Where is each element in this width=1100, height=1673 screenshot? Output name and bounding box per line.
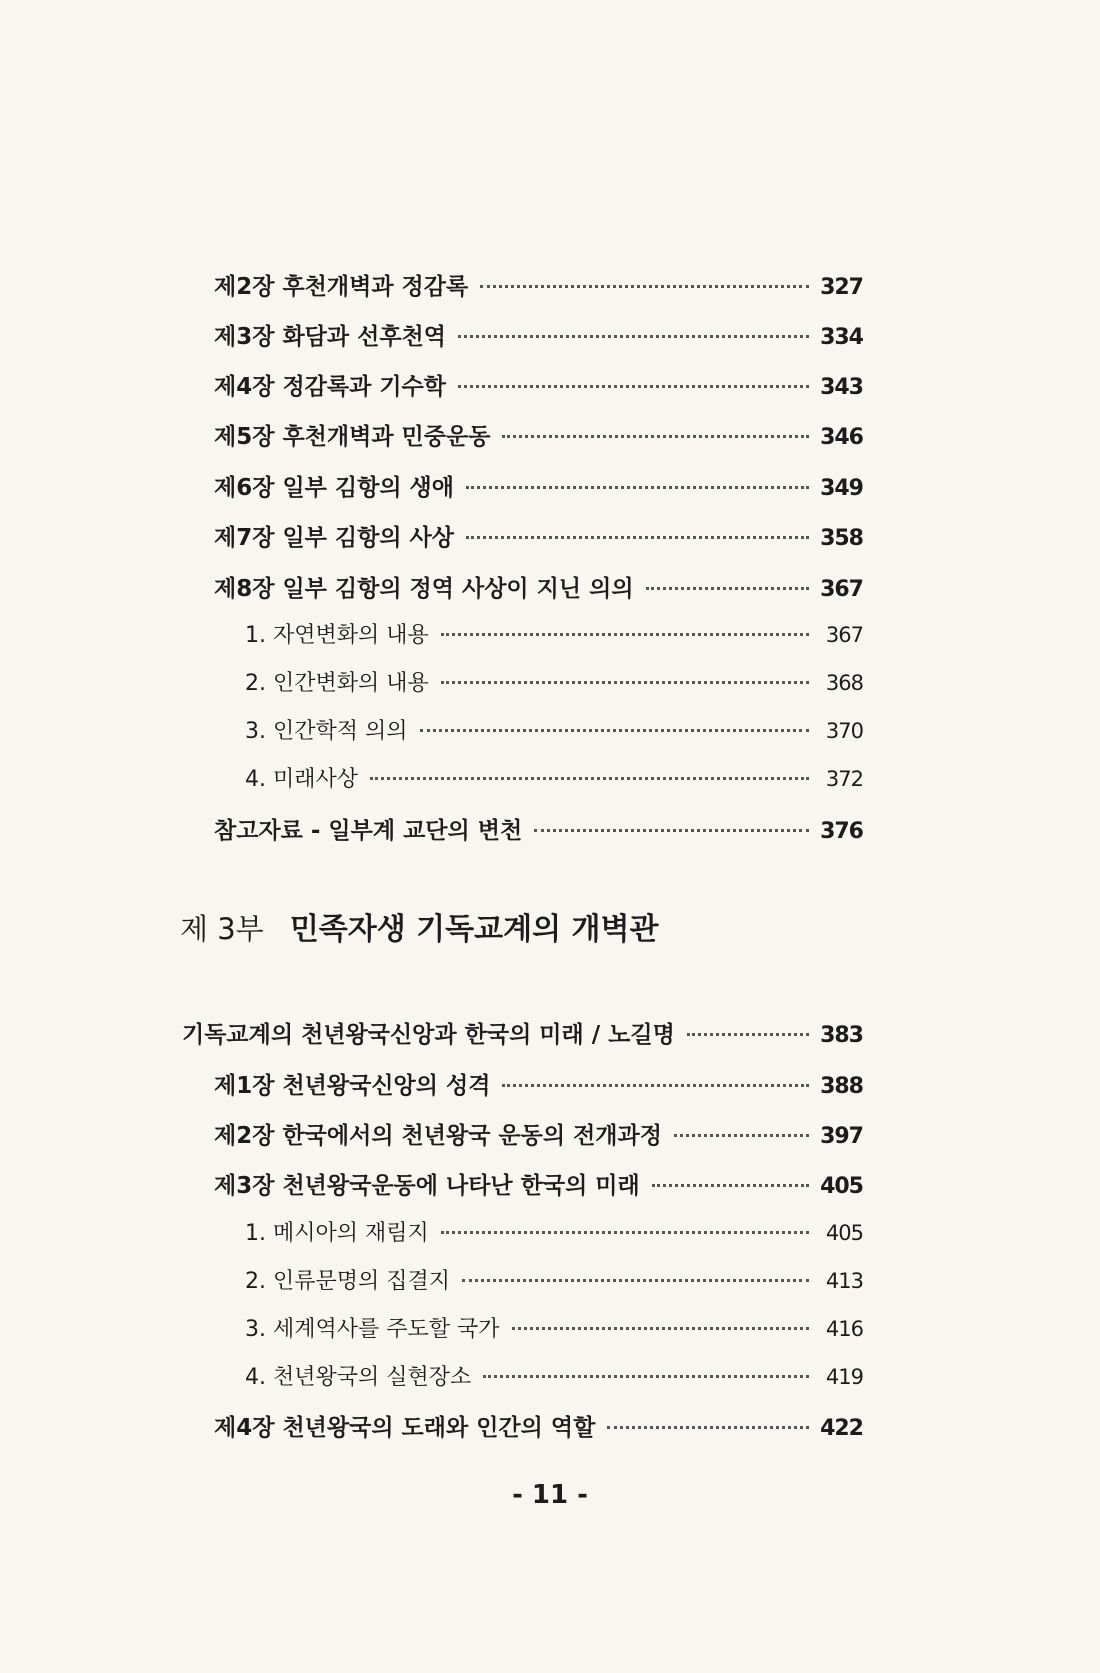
toc-leader	[607, 1426, 809, 1429]
toc-leader	[652, 1184, 809, 1187]
part-heading	[180, 904, 658, 948]
toc-entry-label: 제6장 일부 김항의 생애	[214, 475, 454, 501]
toc-entry-label: 4. 천년왕국의 실현장소	[245, 1365, 472, 1390]
toc-entry-page: 405	[820, 1174, 863, 1199]
toc-entry-page: 372	[825, 767, 863, 791]
toc-entry-page: 368	[825, 671, 863, 695]
toc-leader	[466, 486, 809, 489]
toc-leader	[502, 1084, 809, 1087]
toc-leader	[674, 1134, 809, 1137]
toc-entry-page: 416	[825, 1317, 863, 1341]
toc-subentry	[245, 1360, 863, 1391]
toc-leader	[458, 335, 809, 338]
toc-entry-page: 334	[820, 325, 863, 350]
toc-entry-page: 327	[820, 275, 863, 300]
toc-entry-label: 참고자료 - 일부계 교단의 변천	[214, 818, 523, 844]
toc-entry-page: 405	[825, 1221, 863, 1245]
toc-leader	[441, 681, 809, 684]
toc-entry-page: 343	[820, 375, 863, 400]
toc-subentry	[245, 1216, 863, 1247]
toc-entry-page: 383	[820, 1023, 863, 1048]
toc-leader	[502, 435, 809, 438]
toc-entry-label: 3. 인간학적 의의	[245, 719, 408, 744]
toc-entry-label: 2. 인류문명의 집결지	[245, 1269, 450, 1294]
toc-entry-page: 346	[820, 425, 863, 450]
toc-entry	[214, 1409, 863, 1442]
toc-leader	[441, 633, 809, 636]
toc-entry	[214, 1067, 863, 1100]
toc-entry	[214, 268, 863, 301]
toc-entry-label: 제5장 후천개벽과 민중운동	[214, 424, 491, 450]
toc-entry	[214, 368, 863, 401]
toc-subentry	[245, 618, 863, 649]
toc-leader	[420, 729, 810, 732]
toc-leader	[466, 536, 809, 539]
toc-leader	[534, 829, 809, 832]
toc-entry	[214, 812, 863, 845]
toc-subentry	[245, 666, 863, 697]
toc-entry-label: 제2장 한국에서의 천년왕국 운동의 전개과정	[214, 1123, 662, 1149]
part-number: 제 3부	[180, 912, 264, 946]
toc-subentry	[245, 714, 863, 745]
toc-entry-label: 제1장 천년왕국신앙의 성격	[214, 1073, 491, 1099]
toc-entry-page: 397	[820, 1124, 863, 1149]
toc-leader	[483, 1375, 809, 1378]
toc-entry-label: 2. 인간변화의 내용	[245, 671, 429, 696]
toc-entry-label: 제4장 천년왕국의 도래와 인간의 역할	[214, 1415, 596, 1441]
toc-leader	[441, 1231, 809, 1234]
toc-entry-page: 388	[820, 1074, 863, 1099]
toc-entry	[214, 1117, 863, 1150]
toc-entry-label: 제4장 정감록과 기수학	[214, 374, 446, 400]
toc-entry-page: 367	[825, 623, 863, 647]
toc-leader	[646, 587, 809, 590]
toc-entry	[214, 570, 863, 603]
toc-entry-label: 제7장 일부 김항의 사상	[214, 525, 454, 551]
toc-entry-page: 422	[820, 1416, 863, 1441]
toc-entry-label: 제2장 후천개벽과 정감록	[214, 274, 469, 300]
toc-entry-label: 4. 미래사상	[245, 767, 358, 792]
toc-article	[182, 1016, 863, 1049]
toc-entry-label: 제8장 일부 김항의 정역 사상이 지닌 의의	[214, 576, 634, 602]
toc-entry-page: 349	[820, 476, 863, 501]
toc-entry	[214, 418, 863, 451]
part-title: 민족자생 기독교계의 개벽관	[289, 912, 659, 947]
toc-leader	[462, 1279, 809, 1282]
toc-entry-label: 1. 메시아의 재림지	[245, 1221, 429, 1246]
toc-entry-page: 370	[825, 719, 863, 743]
toc-entry	[214, 1167, 863, 1200]
toc-leader	[687, 1033, 809, 1036]
toc-leader	[458, 385, 809, 388]
toc-subentry	[245, 1264, 863, 1295]
toc-leader	[370, 777, 809, 780]
toc-entry-page: 358	[820, 526, 863, 551]
toc-entry	[214, 519, 863, 552]
toc-leader	[512, 1327, 810, 1330]
toc-leader	[480, 285, 809, 288]
toc-subentry	[245, 762, 863, 793]
toc-entry-page: 413	[825, 1269, 863, 1293]
toc-entry-label: 기독교계의 천년왕국신앙과 한국의 미래 / 노길명	[182, 1022, 675, 1048]
toc-entry-page: 367	[820, 577, 863, 602]
toc-entry-page: 376	[820, 819, 863, 844]
toc-entry-label: 제3장 화담과 선후천역	[214, 324, 446, 350]
toc-entry	[214, 469, 863, 502]
toc-entry	[214, 318, 863, 351]
toc-entry-page: 419	[825, 1365, 863, 1389]
toc-entry-label: 제3장 천년왕국운동에 나타난 한국의 미래	[214, 1173, 640, 1199]
toc-entry-label: 1. 자연변화의 내용	[245, 623, 429, 648]
toc-entry-label: 3. 세계역사를 주도할 국가	[245, 1317, 500, 1342]
toc-subentry	[245, 1312, 863, 1343]
page-number: - 11 -	[512, 1480, 588, 1510]
